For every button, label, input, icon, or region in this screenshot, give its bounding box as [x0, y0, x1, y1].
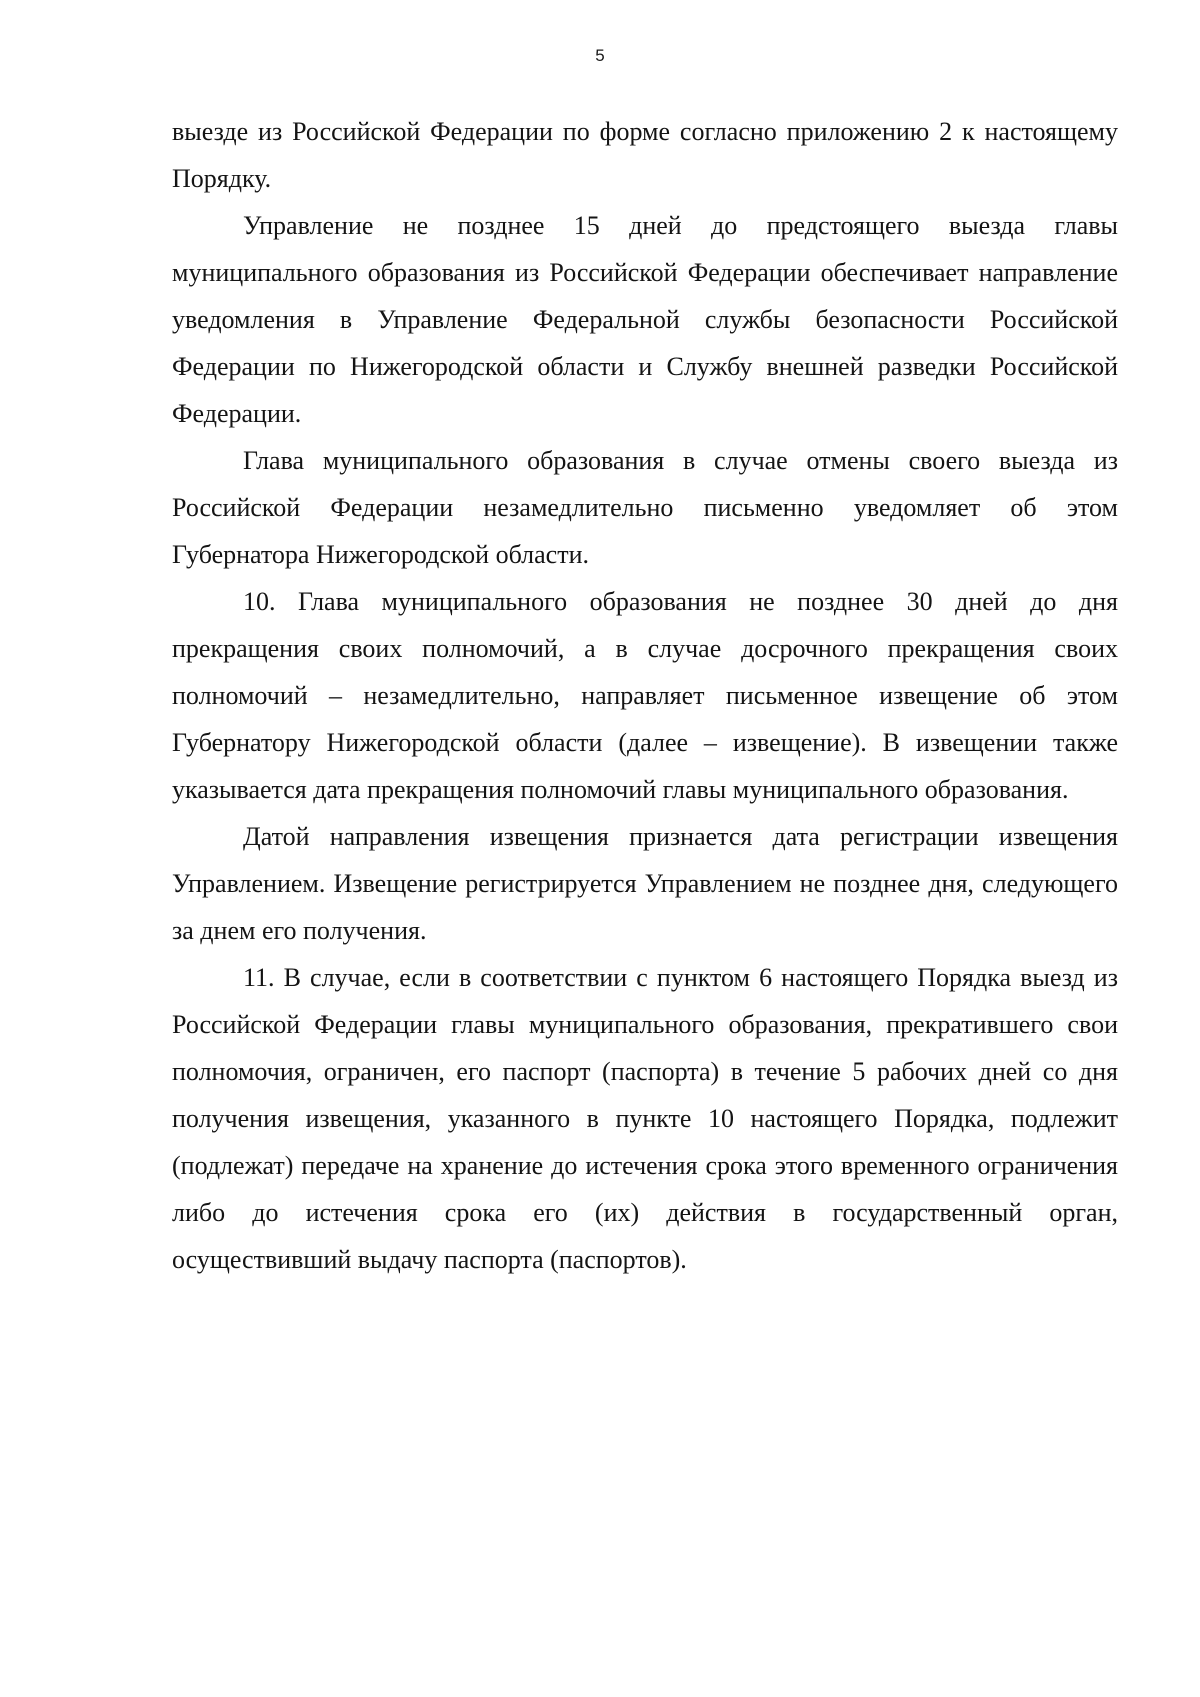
paragraph-continuation: выезде из Российской Федерации по форме согласно приложению 2 к настоящему Порядку. [172, 117, 1118, 193]
paragraph-item-11: 11. В случае, если в соответствии с пунктом 6 настоящего Порядка выезд из Российской Федерации главы муниципального образования, прекратившего свои полномочия, ограничен, его паспорт (паспорта) в течение 5 рабочих дней со дня получения извещения, указанного в пункте 10 настоящего Порядка, подлежит (подлежат) передаче на хранение до истечения срока этого временного ограничения либо до истечения срока его (их) действия в государственный орган, осуществивший выдачу паспорта (паспортов). [172, 963, 1118, 1274]
paragraph: Управление не позднее 15 дней до предстоящего выезда главы муниципального образования из Российской Федерации обеспечивает направление уведомления в Управление Федеральной службы безопасности Российской Федерации по Нижегородской области и Службу внешней разведки Российской Федерации. [172, 211, 1118, 428]
paragraph-item-10: 10. Глава муниципального образования не позднее 30 дней до дня прекращения своих полномочий, а в случае досрочного прекращения своих полномочий – незамедлительно, направляет письменное извещение об этом Губернатору Нижегородской области (далее – извещение). В извещении также указывается дата прекращения полномочий главы муниципального образования. [172, 587, 1118, 804]
paragraph: Глава муниципального образования в случае отмены своего выезда из Российской Федерации незамедлительно письменно уведомляет об этом Губернатора Нижегородской области. [172, 446, 1118, 569]
page-number: 5 [595, 46, 605, 65]
paragraph: Датой направления извещения признается дата регистрации извещения Управлением. Извещение регистрируется Управлением не позднее дня, следующего за днем его получения. [172, 822, 1118, 945]
document-body [172, 108, 1118, 1283]
